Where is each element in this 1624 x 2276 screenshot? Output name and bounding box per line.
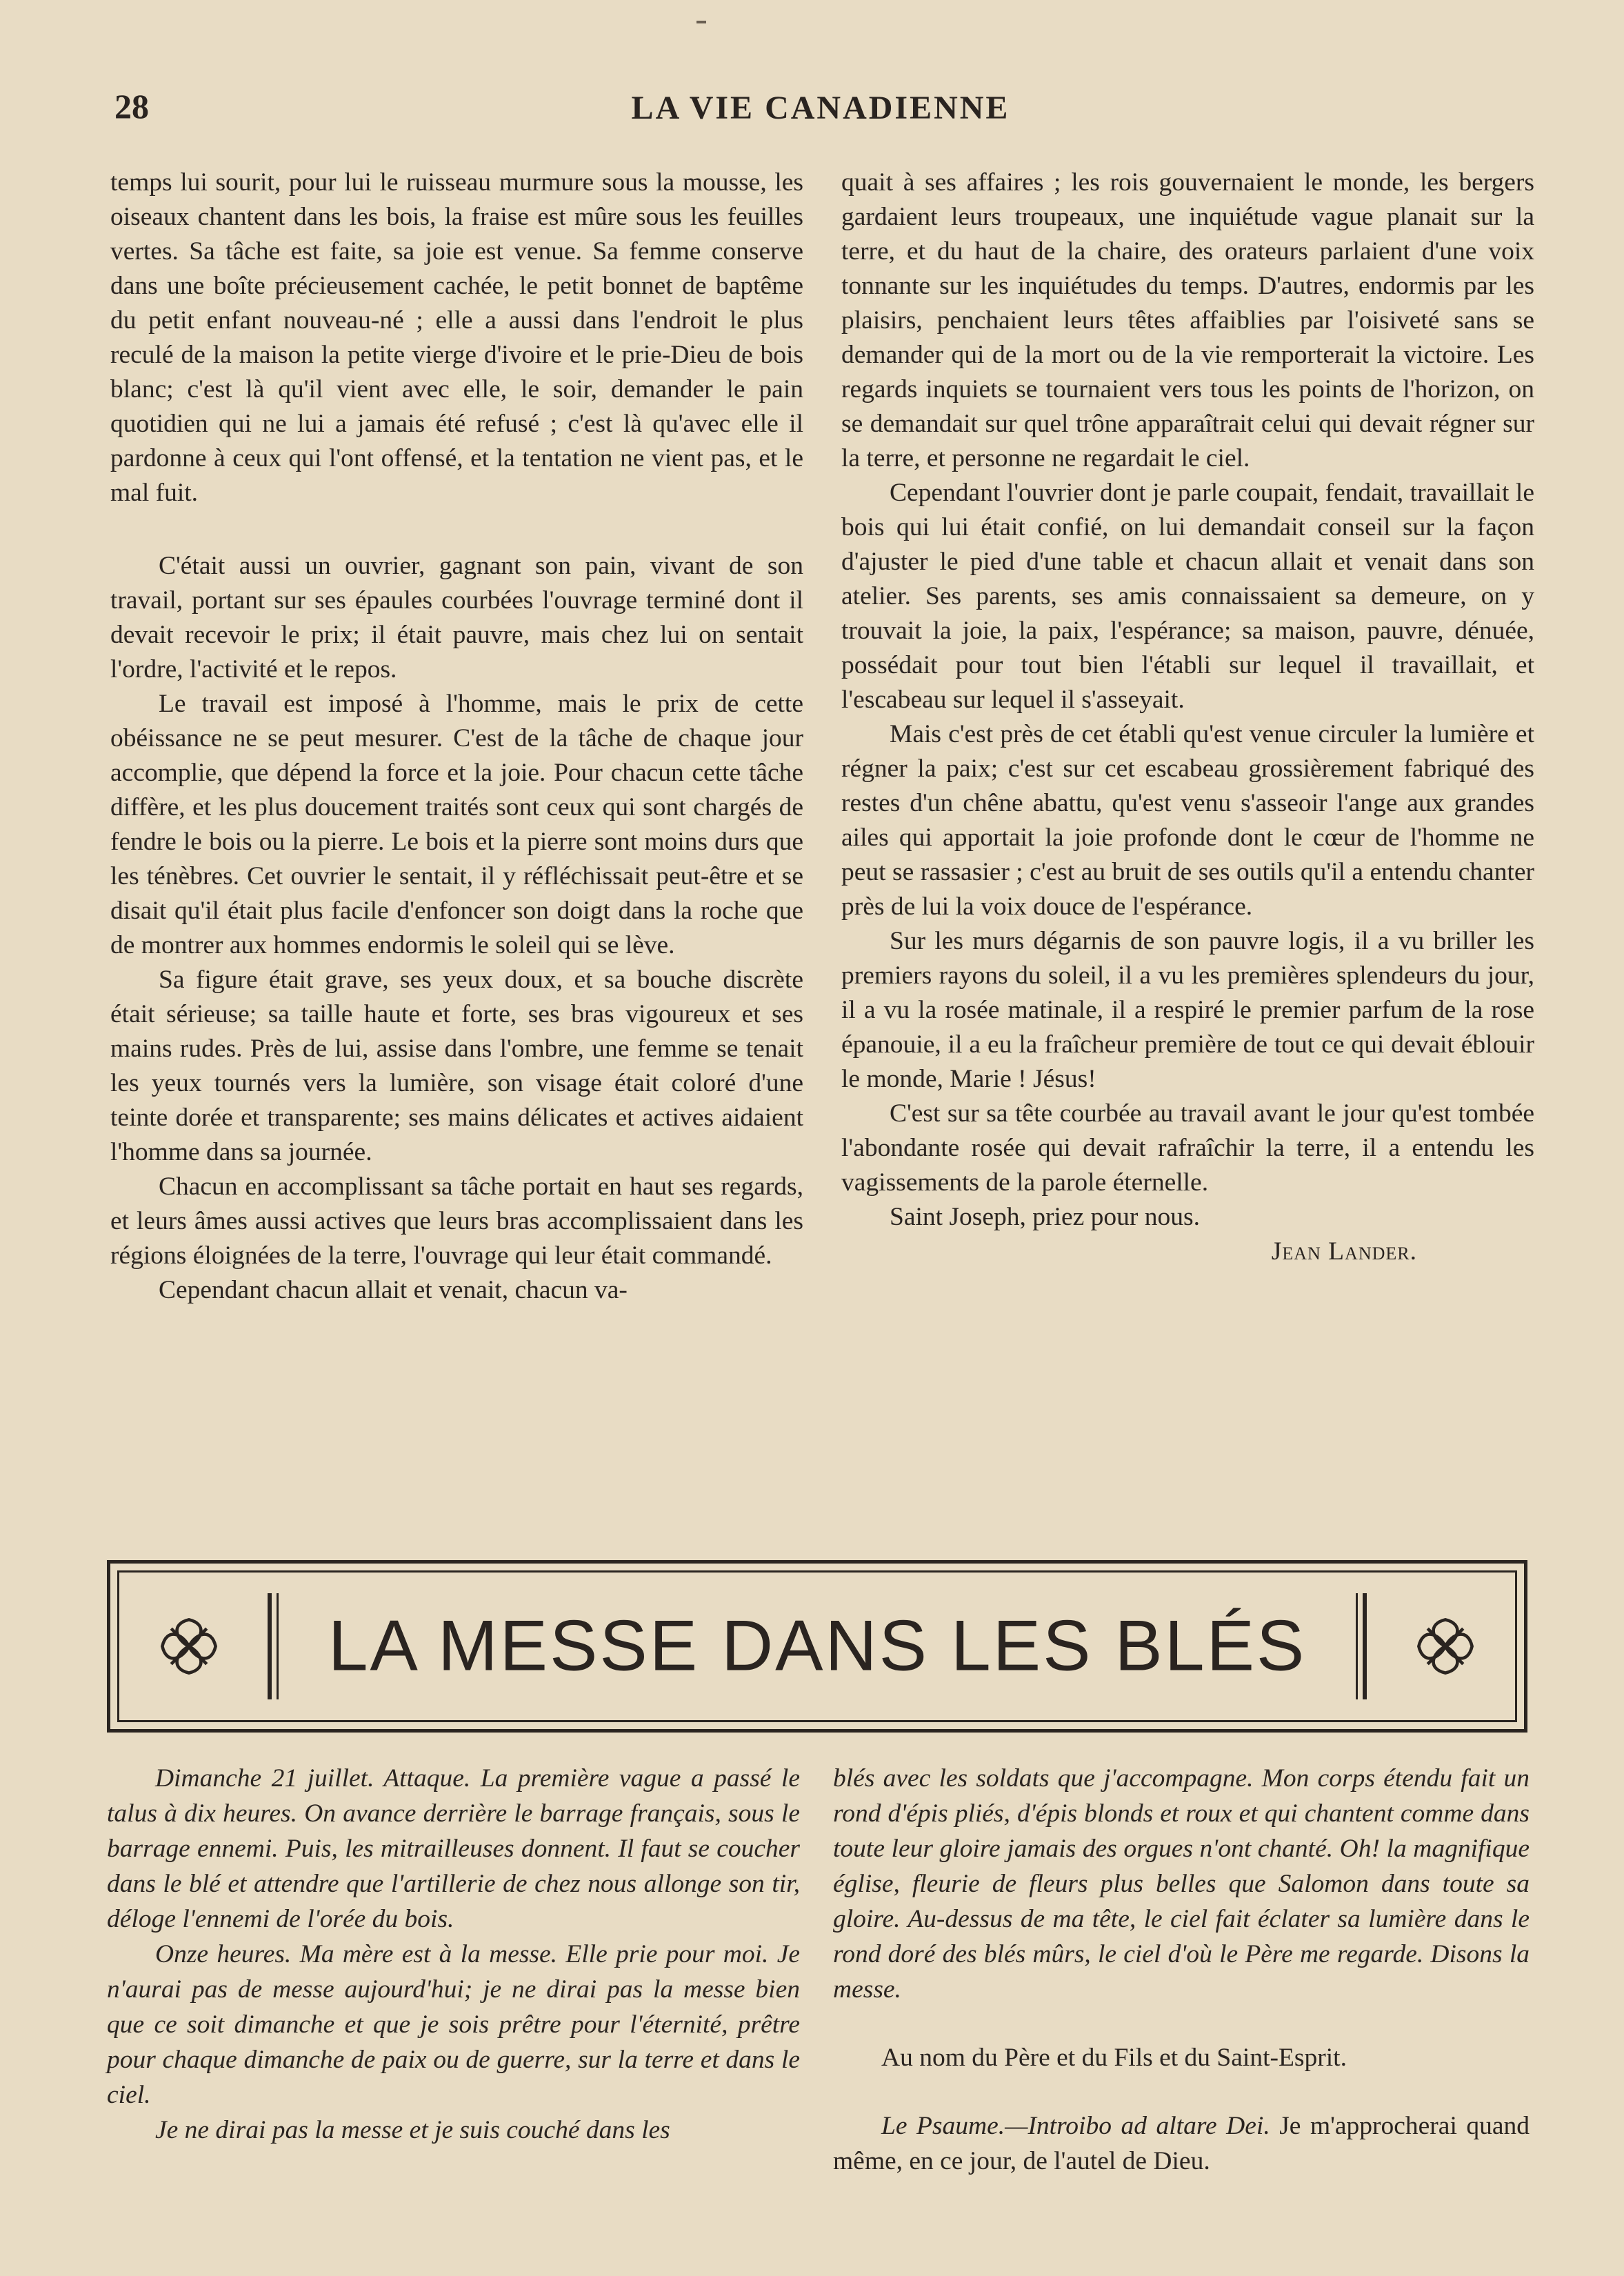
article-title: LA MESSE DANS LES BLÉS <box>328 1606 1307 1686</box>
article2-right-column <box>833 1761 1530 2179</box>
paragraph: Sur les murs dégarnis de son pauvre logis, il a vu briller les premiers rayons du soleil, il a vu les premières splendeurs du jour, il a vu la rosée matinale, il a respiré le premier parfum de la rose épanouie, il a eu la fraîcheur première de tout ce qui devait éblouir le monde, Marie ! Jésus! <box>841 927 1534 1093</box>
paragraph: C'était aussi un ouvrier, gagnant son pain, vivant de son travail, portant sur ses épaules courbées l'ouvrage terminé dont il devait recevoir le prix; il était pauvre, mais chez lui on sentait l'ordre, l'activité et le repos. <box>110 552 803 683</box>
four-petal-ornament-icon <box>1414 1615 1477 1678</box>
article-title-banner <box>107 1560 1527 1733</box>
paragraph: Sa figure était grave, ses yeux doux, et sa bouche discrète était sérieuse; sa taille haute et forte, ses bras vigoureux et ses mains rudes. Près de lui, assise dans l'ombre, une femme se tenait les yeux tournés vers la lumière, son visage était coloré d'une teinte dorée et transparente; ses mains délicates et actives aidaient l'homme dans sa journée. <box>110 966 803 1166</box>
paragraph: Je ne dirai pas la messe et je suis couché dans les <box>155 2116 670 2144</box>
psalm-label: Le Psaume.—Introibo ad altare Dei. <box>881 2112 1270 2140</box>
paragraph: temps lui sourit, pour lui le ruisseau murmure sous la mousse, les oiseaux chantent dans les bois, la fraise est mûre sous les feuilles vertes. Sa tâche est faite, sa joie est venue. Sa femme conserve dans une boîte précieusement cachée, le petit bonnet de baptême du petit enfant nouveau-né ; elle a aussi dans l'endroit le plus reculé de la maison la petite vierge d'ivoire et le prie-Dieu de bois blanc; c'est là qu'il vient avec elle, le soir, demander le pain quotidien qui ne lui a jamais été refusé ; c'est là qu'avec elle il pardonne à ceux qui l'ont offensé, et la tentation ne vient pas, et le mal fuit. <box>110 168 803 507</box>
banner-rule <box>268 1593 272 1699</box>
author-signature: Jean Lander. <box>1271 1237 1417 1266</box>
banner-rule <box>1356 1593 1358 1699</box>
paragraph: Chacun en accomplissant sa tâche portait en haut ses regards, et leurs âmes aussi actives que leurs bras accomplissaient dans les régions éloignées de la terre, l'ouvrage qui leur était commandé. <box>110 1172 803 1270</box>
paragraph: Cependant chacun allait et venait, chacun va- <box>159 1276 628 1304</box>
right-column <box>841 166 1534 1269</box>
paragraph: Mais c'est près de cet établi qu'est venue circuler la lumière et régner la paix; c'est sur cet escabeau grossièrement fabriqué des restes d'un chêne abattu, qu'est venu s'asseoir l'ange aux grandes ailes qui apportait la joie profonde dont le cœur de l'homme ne peut se rassasier ; c'est au bruit de ses outils qu'il a entendu chanter près de lui la voix douce de l'espérance. <box>841 720 1534 921</box>
paragraph: Dimanche 21 juillet. Attaque. La première vague a passé le talus à dix heures. On avance derrière le barrage français, sous le barrage ennemi. Puis, les mitrailleuses donnent. Il faut se coucher dans le blé et attendre que l'artillerie de chez nous allonge son tir, déloge l'ennemi de l'orée du bois. <box>107 1764 800 1933</box>
paragraph: Saint Joseph, priez pour nous. <box>890 1203 1200 1231</box>
psalm-translation: Je m'approcherai quand même, en ce jour, de l'autel de Dieu. <box>833 2112 1530 2175</box>
paragraph: C'est sur sa tête courbée au travail avant le jour qu'est tombée l'abondante rosée qui devait rafraîchir la terre, il a entendu les vagissements de la parole éternelle. <box>841 1099 1534 1197</box>
print-mark <box>696 21 706 23</box>
paragraph <box>833 2108 1530 2179</box>
page-number: 28 <box>114 87 149 126</box>
paragraph: quait à ses affaires ; les rois gouvernaient le monde, les bergers gardaient leurs troupeaux, une inquiétude vague planait sur la terre, et du haut de la chaire, des orateurs parlaient d'une voix tonnante sur les inquiétudes du temps. D'autres, endormis par les plaisirs, penchaient leurs têtes affaiblies par l'oisiveté sans se demander qui de la mort ou de la vie remporterait la victoire. Les regards inquiets se tournaient vers tous les points de l'horizon, on se demandait sur quel trône apparaîtrait celui qui devait régner sur la terre, et personne ne regardait le ciel. <box>841 168 1534 472</box>
banner-inner-frame <box>117 1570 1517 1722</box>
page-header <box>110 86 1531 134</box>
paragraph: Cependant l'ouvrier dont je parle coupait, fendait, travaillait le bois qui lui était confié, on lui demandait conseil sur la façon d'ajuster le pied d'une table et chacun allait et venait dans son atelier. Ses parents, ses amis connaissaient sa demeure, on y trouvait la joie, la paix, l'espérance; sa maison, pauvre, dénuée, possédait pour tout bien l'établi sur lequel il travaillait, et l'escabeau sur lequel il s'asseyait. <box>841 479 1534 714</box>
paragraph: Onze heures. Ma mère est à la messe. Elle prie pour moi. Je n'aurai pas de messe aujourd'hui; je ne dirai pas la messe bien que ce soit dimanche et que je sois prêtre pour l'éternité, prêtre pour chaque dimanche de paix ou de guerre, sur la terre et dans le ciel. <box>107 1940 800 2109</box>
banner-rule <box>277 1593 279 1699</box>
article2-left-column <box>107 1761 800 2148</box>
four-petal-ornament-icon <box>157 1615 221 1678</box>
paragraph: Au nom du Père et du Fils et du Saint-Esprit. <box>881 2044 1347 2072</box>
left-column <box>110 166 803 1308</box>
paragraph: Le travail est imposé à l'homme, mais le prix de cette obéissance ne se peut mesurer. C'est de la tâche de chaque jour accomplie, que dépend la force et la joie. Pour chacun cette tâche diffère, et les plus doucement traités sont ceux qui sont chargés de fendre le bois ou la pierre. Le bois et la pierre sont moins durs que les ténèbres. Cet ouvrier le sentait, il y réfléchissait peut-être et se disait qu'il était plus facile d'enfoncer son doigt dans la roche que de montrer aux hommes endormis le soleil qui se lève. <box>110 690 803 959</box>
paragraph: blés avec les soldats que j'accompagne. Mon corps étendu fait un rond d'épis pliés, d'épis blonds et roux et qui chantent comme dans toute leur gloire jamais des orgues n'ont chanté. Oh! la magnifique église, fleurie de fleurs plus belles que Salomon dans toute sa gloire. Au-dessus de ma tête, le ciel fait éclater sa lumière dans le rond doré des blés mûrs, le ciel d'où le Père me regarde. Disons la messe. <box>833 1764 1530 2004</box>
running-head: LA VIE CANADIENNE <box>631 90 1010 126</box>
banner-rule <box>1363 1593 1367 1699</box>
